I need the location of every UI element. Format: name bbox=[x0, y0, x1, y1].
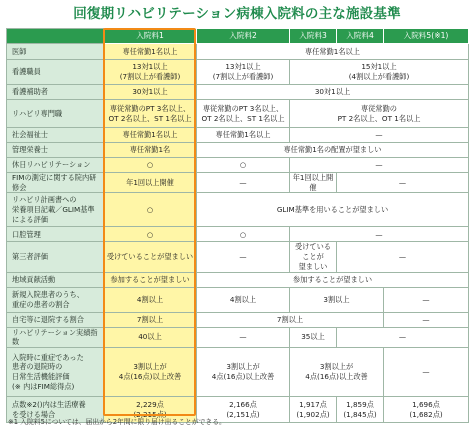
cell: ○ bbox=[197, 158, 290, 173]
cell: 40以上 bbox=[104, 327, 197, 347]
cell: 参加することが望ましい bbox=[104, 272, 197, 287]
cell: — bbox=[337, 327, 469, 347]
header-fee-2: 入院料2 bbox=[197, 29, 290, 44]
table-row bbox=[7, 173, 469, 193]
cell: 13対1以上 (7割以上が看護師) bbox=[197, 60, 290, 85]
cell: — bbox=[290, 227, 469, 242]
row-label: 点数※2()内は生活療養 を受ける場合 bbox=[7, 397, 104, 423]
cell: — bbox=[290, 158, 469, 173]
table-row bbox=[7, 227, 469, 242]
row-label: 休日リハビリテーション bbox=[7, 158, 104, 173]
cell: 受けていることが 望ましい bbox=[290, 242, 337, 272]
cell: 35以上 bbox=[290, 327, 337, 347]
criteria-table bbox=[6, 28, 469, 423]
cell: ○ bbox=[104, 158, 197, 173]
table-row bbox=[7, 85, 469, 100]
cell: 4割以上 bbox=[104, 287, 197, 312]
cell: — bbox=[197, 173, 290, 193]
cell: 30対1以上 bbox=[104, 85, 197, 100]
table-row bbox=[7, 193, 469, 227]
cell: 専従常勤のPT 3名以上、 OT 2名以上、ST 1名以上 bbox=[197, 100, 290, 128]
table-row bbox=[7, 100, 469, 128]
cell: 13対1以上 (7割以上が看護師) bbox=[104, 60, 197, 85]
cell: 3割以上が 4点(16点)以上改善 bbox=[104, 348, 197, 397]
row-label: 新規入院患者のうち、 重症の患者の割合 bbox=[7, 287, 104, 312]
cell: GLIM基準を用いることが望ましい bbox=[197, 193, 469, 227]
row-label: リハビリテーション実績指数 bbox=[7, 327, 104, 347]
table-row bbox=[7, 287, 469, 312]
cell: ○ bbox=[104, 193, 197, 227]
cell: 3割以上が 4点(16点)以上改善 bbox=[197, 348, 290, 397]
cell: 1,917点 (1,902点) bbox=[290, 397, 337, 423]
cell: 専任常勤1名以上 bbox=[197, 44, 469, 60]
cell: 専任常勤1名以上 bbox=[104, 128, 197, 143]
row-label: 第三者評価 bbox=[7, 242, 104, 272]
header-fee-1: 入院料1 bbox=[104, 29, 197, 44]
cell: 15対1以上 (4割以上が看護師) bbox=[290, 60, 469, 85]
cell: — bbox=[384, 287, 469, 312]
row-label: 管理栄養士 bbox=[7, 143, 104, 158]
row-label: 看護補助者 bbox=[7, 85, 104, 100]
row-label: 看護職員 bbox=[7, 60, 104, 85]
table-row bbox=[7, 242, 469, 272]
cell: 専任常勤1名以上 bbox=[104, 44, 197, 60]
cell: 専任常勤1名以上 bbox=[197, 128, 290, 143]
table-row bbox=[7, 44, 469, 60]
row-label: 自宅等に退院する割合 bbox=[7, 312, 104, 327]
row-label: 入院時に重症であった 患者の退院時の 日常生活機能評価 (※ 内はFIM総得点) bbox=[7, 348, 104, 397]
table-row bbox=[7, 327, 469, 347]
cell: 1,696点 (1,682点) bbox=[384, 397, 469, 423]
cell: — bbox=[197, 327, 290, 347]
header-fee-3: 入院料3 bbox=[290, 29, 337, 44]
row-label: 医師 bbox=[7, 44, 104, 60]
cell: 7割以上 bbox=[104, 312, 197, 327]
cell: 30対1以上 bbox=[197, 85, 469, 100]
row-label: 口腔管理 bbox=[7, 227, 104, 242]
footnote: ※1 入院料5については、届出から2年間に限り届け出ることができる。 bbox=[8, 418, 226, 426]
cell: 2,166点 (2,151点) bbox=[197, 397, 290, 423]
table-row bbox=[7, 348, 469, 397]
table-row bbox=[7, 272, 469, 287]
cell: ○ bbox=[197, 227, 290, 242]
cell: 専従常勤の PT 2名以上、OT 1名以上 bbox=[290, 100, 469, 128]
page-title: 回復期リハビリテーション病棟入院料の主な施設基準 bbox=[73, 6, 401, 22]
header-row bbox=[7, 29, 469, 44]
table-row bbox=[7, 60, 469, 85]
table-row bbox=[7, 158, 469, 173]
row-label: リハビリ専門職 bbox=[7, 100, 104, 128]
table-row bbox=[7, 312, 469, 327]
cell: 7割以上 bbox=[197, 312, 384, 327]
cell: 1,859点 (1,845点) bbox=[337, 397, 384, 423]
header-fee-5: 入院料5(※1) bbox=[384, 29, 469, 44]
cell: 4割以上 bbox=[197, 287, 290, 312]
cell: — bbox=[384, 348, 469, 397]
cell: — bbox=[384, 312, 469, 327]
cell: — bbox=[337, 173, 469, 193]
header-fee-4: 入院料4 bbox=[337, 29, 384, 44]
cell: — bbox=[337, 242, 469, 272]
cell: 3割以上 bbox=[290, 287, 384, 312]
cell: 年1回以上開催 bbox=[104, 173, 197, 193]
cell: 専従常勤のPT 3名以上、 OT 2名以上、ST 1名以上 bbox=[104, 100, 197, 128]
row-label: FIMの測定に関する院内研修会 bbox=[7, 173, 104, 193]
cell: 専任常勤1名 bbox=[104, 143, 197, 158]
cell: ○ bbox=[104, 227, 197, 242]
cell: 3割以上が 4点(16点)以上改善 bbox=[290, 348, 384, 397]
cell: — bbox=[290, 128, 469, 143]
header-corner bbox=[7, 29, 104, 44]
cell: 参加することが望ましい bbox=[197, 272, 469, 287]
cell: 2,229点 (2,215点) bbox=[104, 397, 197, 423]
row-label: リハビリ計画書への 栄養項目記載／GLIM基準 による評価 bbox=[7, 193, 104, 227]
table-row bbox=[7, 143, 469, 158]
row-label: 社会福祉士 bbox=[7, 128, 104, 143]
cell: 年1回以上開催 bbox=[290, 173, 337, 193]
cell: 専任常勤1名の配置が望ましい bbox=[197, 143, 469, 158]
cell: — bbox=[197, 242, 290, 272]
row-label: 地域貢献活動 bbox=[7, 272, 104, 287]
cell: 受けていることが望ましい bbox=[104, 242, 197, 272]
table-row bbox=[7, 128, 469, 143]
